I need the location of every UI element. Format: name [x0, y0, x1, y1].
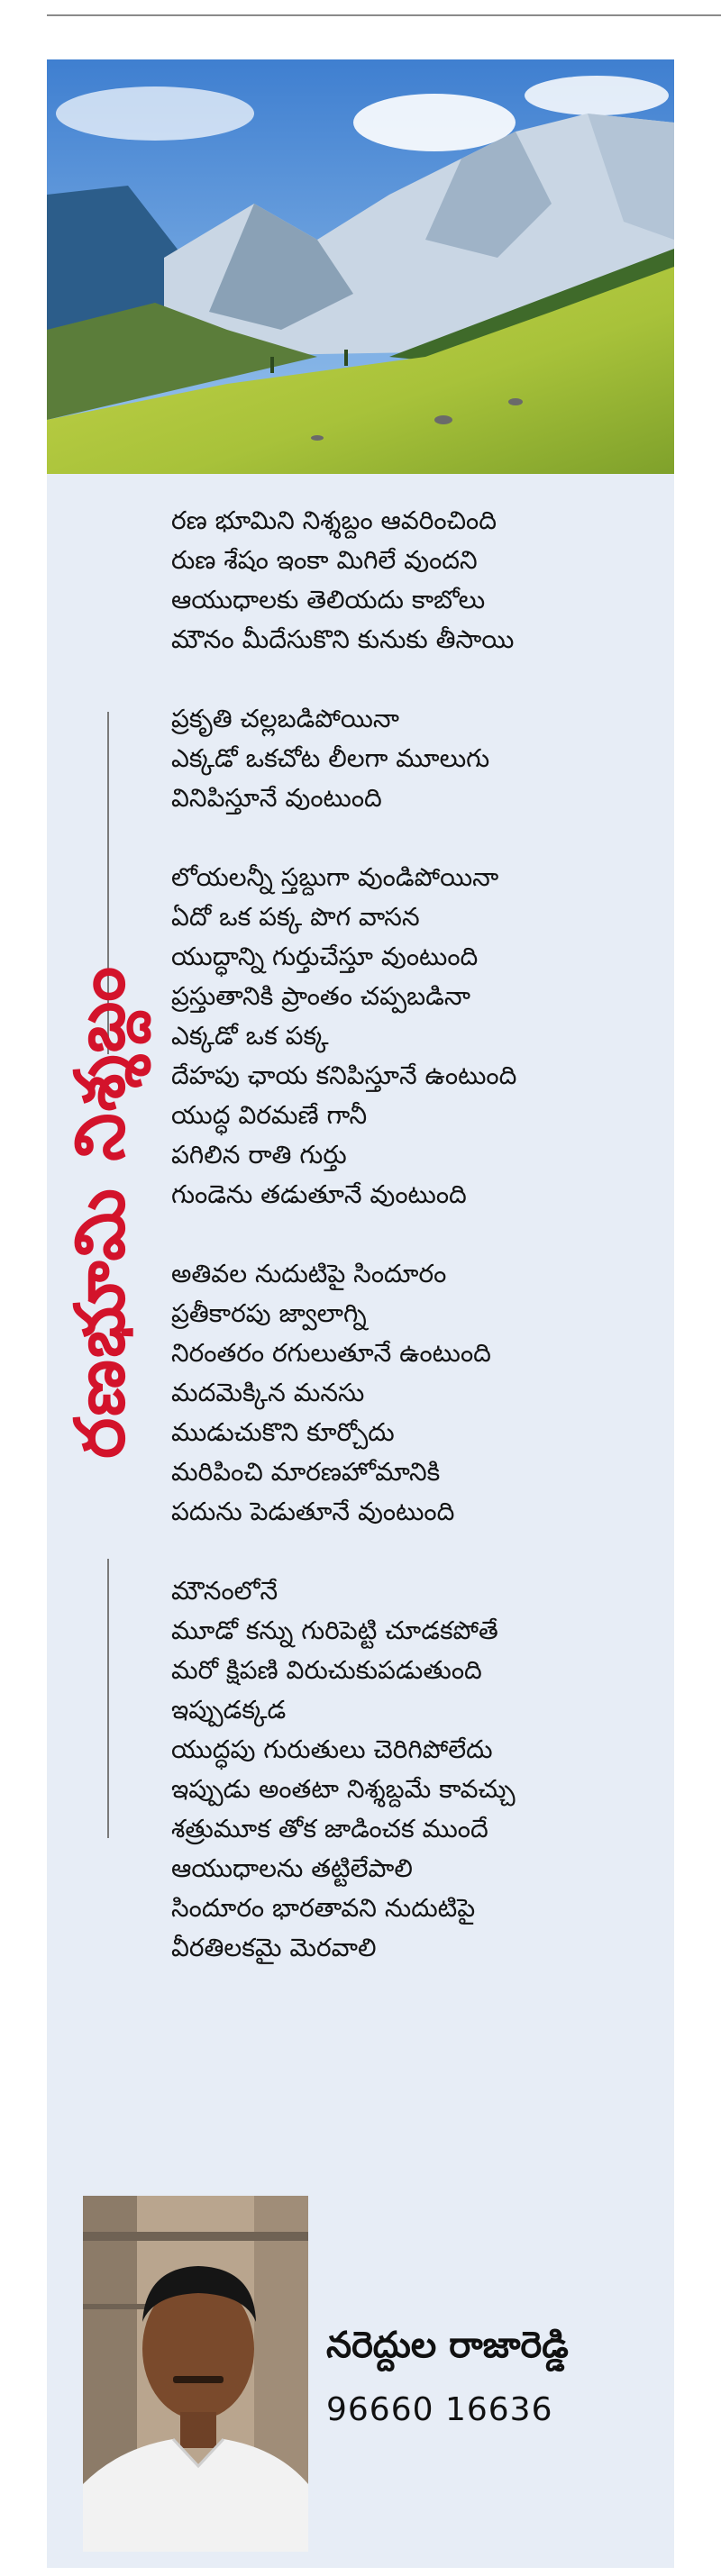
poem-line: ప్రతీకారపు జ్వాలాగ్ని [171, 1298, 367, 1328]
poem-line: సిందూరం భారతావని నుదుటిపై [171, 1893, 476, 1923]
poem-line: మౌనం మీదేసుకొని కునుకు తీసాయి [171, 624, 515, 654]
poem-line: యుద్ధాన్ని గుర్తుచేస్తూ వుంటుంది [171, 942, 479, 971]
author-name: నరెద్దుల రాజారెడ్డి [326, 2325, 569, 2366]
poem-line: మూడో కన్ను గురిపెట్టి చూడకపోతే [171, 1616, 498, 1645]
poem-line: వినిపిస్తూనే వుంటుంది [171, 783, 382, 813]
poem-line: దేహపు ఛాయ కనిపిస్తూనే ఉంటుంది [171, 1060, 517, 1090]
poem-line: మరో క్షిపణి విరుచుకుపడుతుంది [171, 1655, 482, 1685]
poem-line: మౌనంలోనే [171, 1576, 278, 1606]
poem-line: వీరతిలకమై మెరవాలి [171, 1933, 377, 1962]
poem-line: గుండెను తడుతూనే వుంటుంది [171, 1179, 467, 1209]
poem-line: శత్రుమూక తోక జాడించక ముందే [171, 1814, 488, 1843]
poem-line: మరిపించి మారణహోమానికి [171, 1457, 441, 1487]
poem-body [171, 501, 658, 2007]
poem-line: ఎక్కడో ఒకచోట లీలగా మూలుగు [171, 743, 490, 773]
poem-line: ఆయుధాలను తట్టిలేపాలి [171, 1853, 413, 1883]
poem-line: ఇప్పుడక్కడ [171, 1695, 287, 1725]
poem-line: ప్రకృతి చల్లబడిపోయినా [171, 704, 399, 733]
poem-line: యుద్ధ విరమణే గానీ [171, 1100, 368, 1130]
poem-line: ప్రస్తుతానికి ప్రాంతం చప్పబడినా [171, 981, 470, 1011]
poem-line: యుద్ధపు గురుతులు చెరిగిపోలేదు [171, 1734, 493, 1764]
title-divider-bottom [107, 1559, 109, 1838]
stanza [171, 699, 658, 818]
stanza [171, 1254, 658, 1532]
poem-line: ఎక్కడో ఒక పక్క [171, 1021, 329, 1051]
poem-line: పగిలిన రాతి గుర్తు [171, 1140, 347, 1170]
poem-line: పదును పెడుతూనే వుంటుంది [171, 1497, 455, 1526]
author-phone: 96660 16636 [326, 2391, 553, 2428]
poem-line: ఇప్పుడు అంతటా నిశ్శబ్దమే కావచ్చు [171, 1774, 516, 1804]
stanza [171, 501, 658, 660]
stanza [171, 1571, 658, 1968]
top-divider [47, 14, 721, 16]
author-photo [83, 2196, 308, 2552]
poem-line: ముడుచుకొని కూర్చోదు [171, 1417, 395, 1447]
poem-title: రణభూమి నిశ్శబ్దం [59, 965, 140, 1459]
mountain-landscape-image [47, 59, 674, 474]
poem-line: మదమెక్కిన మనసు [171, 1378, 365, 1407]
poem-line: ఏదో ఒక పక్క పొగ వాసన [171, 902, 420, 932]
poem-line: నిరంతరం రగులుతూనే ఉంటుంది [171, 1338, 491, 1368]
poem-line: లోయలన్నీ స్తబ్దుగా వుండిపోయినా [171, 862, 499, 892]
poem-line: రణ భూమిని నిశ్శబ్దం ఆవరించింది [171, 505, 497, 535]
stanza [171, 858, 658, 1215]
poem-line: రుణ శేషం ఇంకా మిగిలే వుందని [171, 545, 478, 575]
poem-line: ఆయుధాలకు తెలియదు కాబోలు [171, 585, 486, 614]
poem-line: అతివల నుదుటిపై సిందూరం [171, 1259, 447, 1288]
